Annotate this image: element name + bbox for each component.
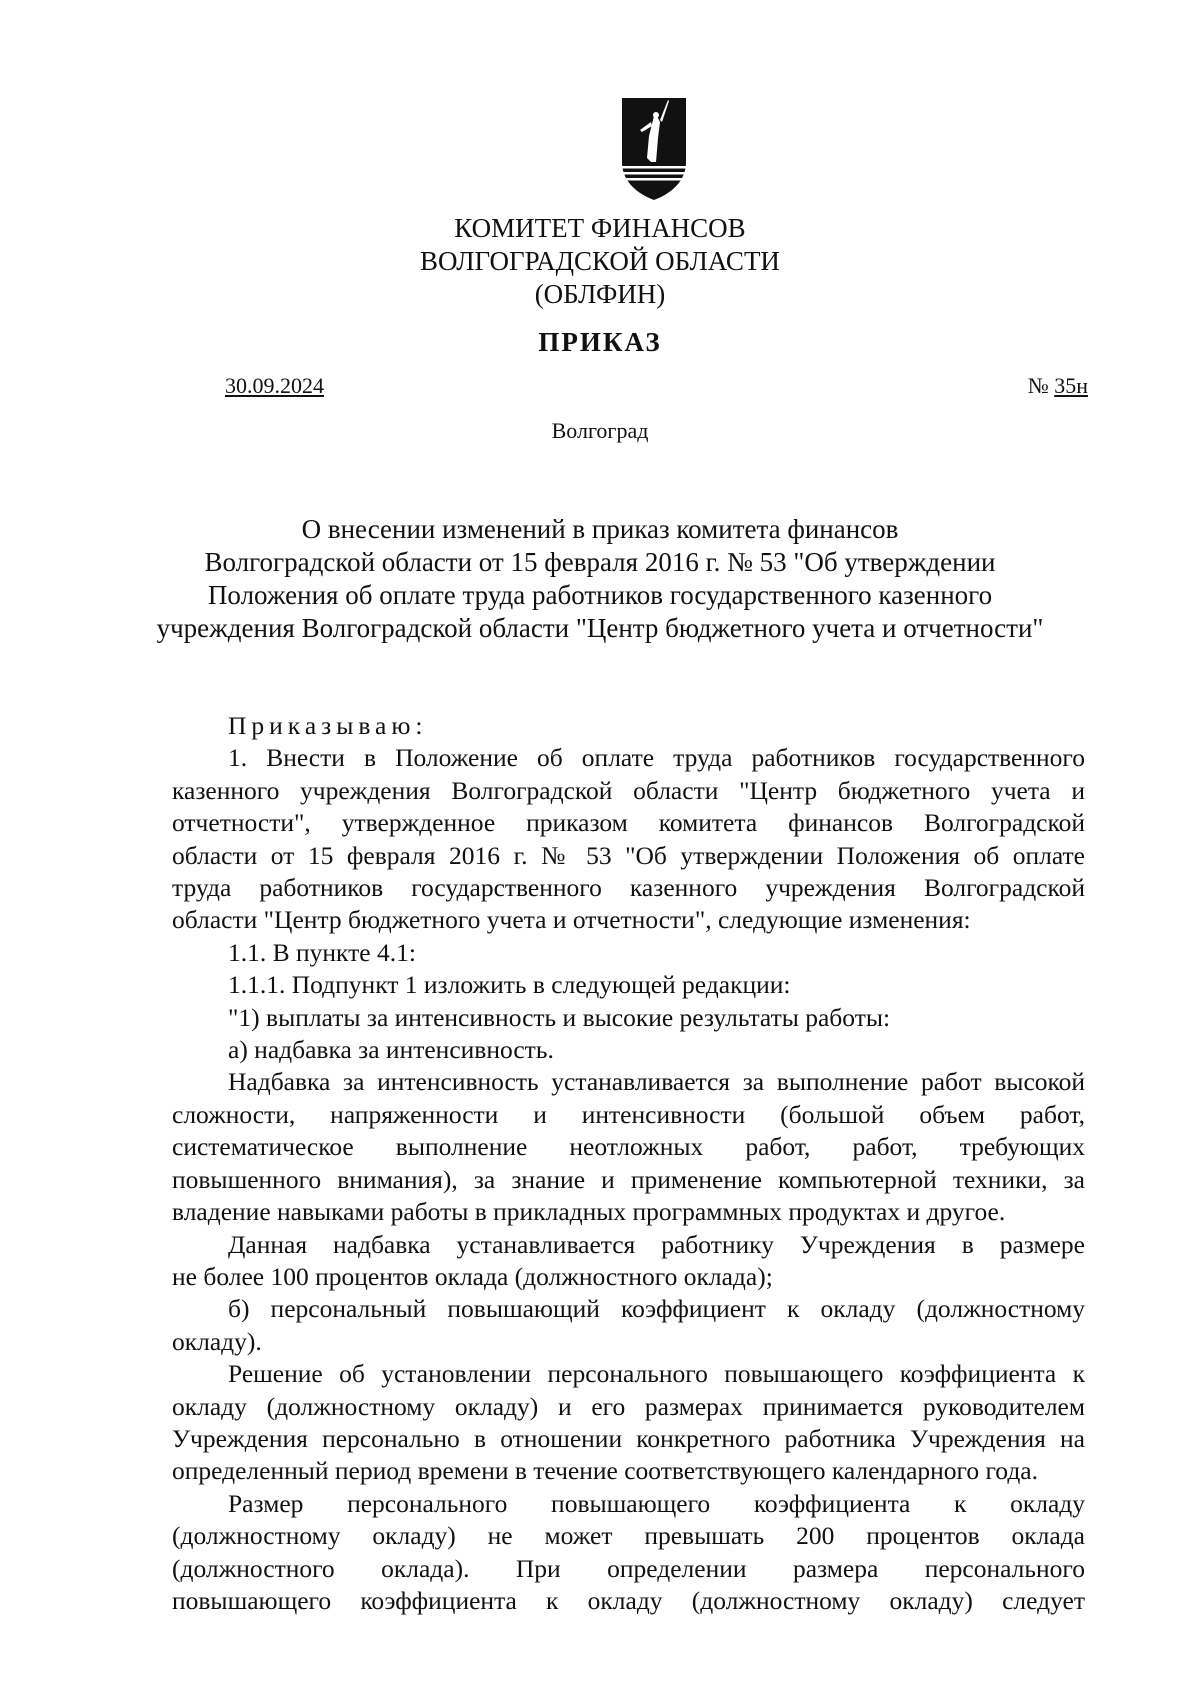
body-line: 1.1.1. Подпункт 1 изложить в следующей редакции: — [228, 970, 791, 1000]
subject-line: О внесении изменений в приказ комитета финансов — [301, 514, 899, 544]
body-line: Решение об установлении персонального повышающего коэффициента к — [228, 1359, 1085, 1389]
body-line: владение навыками работы в прикладных программных продуктах и другое. — [172, 1197, 1006, 1227]
body-line: (должностного оклада). При определении размера персонального — [172, 1553, 1085, 1583]
body-line: не более 100 процентов оклада (должностного оклада); — [172, 1261, 773, 1291]
body-line: 1. Внести в Положение об оплате труда работников государственного — [228, 743, 1085, 773]
body-line: окладу (должностному окладу) и его размерах принимается руководителем — [172, 1391, 1085, 1421]
body-line: отчетности", утвержденное приказом комитета финансов Волгоградской — [172, 808, 1085, 838]
body-line: области "Центр бюджетного учета и отчетности", следующие изменения: — [172, 905, 971, 935]
subject-line: учреждения Волгоградской области "Центр бюджетного учета и отчетности" — [156, 613, 1044, 643]
order-body — [172, 710, 1085, 1617]
body-line: труда работников государственного казенного учреждения Волгоградской — [172, 873, 1085, 903]
order-number-prefix: № — [1027, 373, 1055, 398]
body-line: (должностному окладу) не может превышать 200 процентов оклада — [172, 1521, 1085, 1551]
order-subject — [0, 513, 1200, 645]
body-line: "1) выплаты за интенсивность и высокие результаты работы: — [228, 1002, 891, 1032]
body-line: повышенного внимания), за знание и применение компьютерной техники, за — [172, 1164, 1085, 1194]
body-line: определенный период времени в течение соответствующего календарного года. — [172, 1456, 1038, 1486]
body-line: Приказываю: — [228, 711, 428, 740]
subject-line: Положения об оплате труда работников государственного казенного — [207, 580, 993, 610]
order-date: 30.09.2024 — [225, 373, 324, 398]
subject-line: Волгоградской области от 15 февраля 2016 г. № 53 "Об утверждении — [204, 547, 996, 577]
body-line: сложности, напряженности и интенсивности (большой объем работ, — [172, 1099, 1085, 1129]
body-line: Данная надбавка устанавливается работнику Учреждения в размере — [228, 1229, 1085, 1259]
city: Волгоград — [551, 418, 649, 443]
body-line: окладу). — [172, 1326, 262, 1356]
body-line: Учреждения персонально в отношении конкретного работника Учреждения на — [172, 1423, 1085, 1453]
organization-name — [0, 212, 1200, 311]
body-line: 1.1. В пункте 4.1: — [228, 937, 416, 967]
document-type-title: ПРИКАЗ — [538, 327, 662, 357]
order-number-value: 35н — [1054, 373, 1088, 398]
order-number — [1028, 373, 1088, 399]
body-line: систематическое выполнение неотложных работ, работ, требующих — [172, 1132, 1085, 1162]
body-line: казенного учреждения Волгоградской области "Центр бюджетного учета и — [172, 775, 1085, 805]
body-line: области от 15 февраля 2016 г. № 53 "Об утверждении Положения об оплате — [172, 840, 1085, 870]
volgograd-coat-of-arms-icon — [618, 96, 690, 202]
body-line: б) персональный повышающий коэффициент к окладу (должностному — [228, 1294, 1085, 1324]
org-line: (ОБЛФИН) — [534, 279, 666, 309]
org-line: ВОЛГОГРАДСКОЙ ОБЛАСТИ — [420, 246, 780, 276]
org-line: КОМИТЕТ ФИНАНСОВ — [454, 213, 746, 243]
body-line: а) надбавка за интенсивность. — [228, 1035, 554, 1065]
body-line: Надбавка за интенсивность устанавливается за выполнение работ высокой — [228, 1067, 1085, 1097]
body-line: Размер персонального повышающего коэффициента к окладу — [228, 1488, 1085, 1518]
body-line: повышающего коэффициента к окладу (должностному окладу) следует — [172, 1585, 1085, 1615]
